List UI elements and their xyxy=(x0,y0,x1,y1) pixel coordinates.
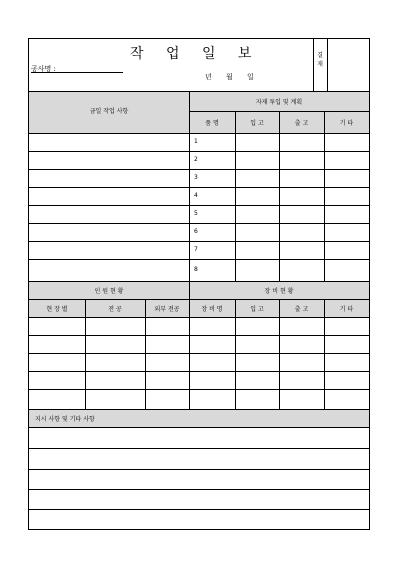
row-number: 7 xyxy=(194,246,198,253)
notes-header: 지시 사항 및 기타 사항 xyxy=(35,416,95,423)
personnel-col-external: 외부 전공 xyxy=(154,306,180,313)
approval-label: 결재 xyxy=(317,52,323,68)
row-number: 2 xyxy=(194,156,198,163)
equipment-col-in: 입 고 xyxy=(250,306,264,313)
material-col-etc: 기 타 xyxy=(339,120,354,127)
project-name-label: 공사명 : xyxy=(31,65,56,73)
work-report-form xyxy=(28,38,370,530)
equipment-col-etc: 기 타 xyxy=(339,306,354,313)
page-title: 작 업 일 보 xyxy=(130,46,261,62)
row-number: 3 xyxy=(194,174,198,181)
equipment-col-out: 출 고 xyxy=(294,306,309,313)
row-number: 4 xyxy=(194,192,198,199)
row-number: 6 xyxy=(194,228,198,235)
personnel-header: 인 원 현 황 xyxy=(94,288,124,295)
equipment-header: 장 비 현 황 xyxy=(264,288,294,295)
personnel-col-electrician: 전 공 xyxy=(108,306,122,313)
materials-header: 자재 투입 및 계획 xyxy=(255,99,303,106)
equipment-col-name: 장 비 명 xyxy=(201,306,223,313)
date-label: 년 월 일 xyxy=(205,73,254,81)
personnel-col-site: 현 장 별 xyxy=(46,306,68,313)
row-number: 5 xyxy=(194,210,198,217)
row-number: 1 xyxy=(194,138,198,145)
row-number: 8 xyxy=(194,266,198,273)
material-col-name: 품 명 xyxy=(205,120,219,127)
approval-divider-left xyxy=(313,39,314,91)
material-col-out: 출 고 xyxy=(294,120,309,127)
approval-divider-right xyxy=(327,39,328,91)
project-name-underline xyxy=(31,72,123,73)
today-work-header: 금일 작업 사항 xyxy=(89,108,129,115)
material-col-in: 입 고 xyxy=(250,120,264,127)
